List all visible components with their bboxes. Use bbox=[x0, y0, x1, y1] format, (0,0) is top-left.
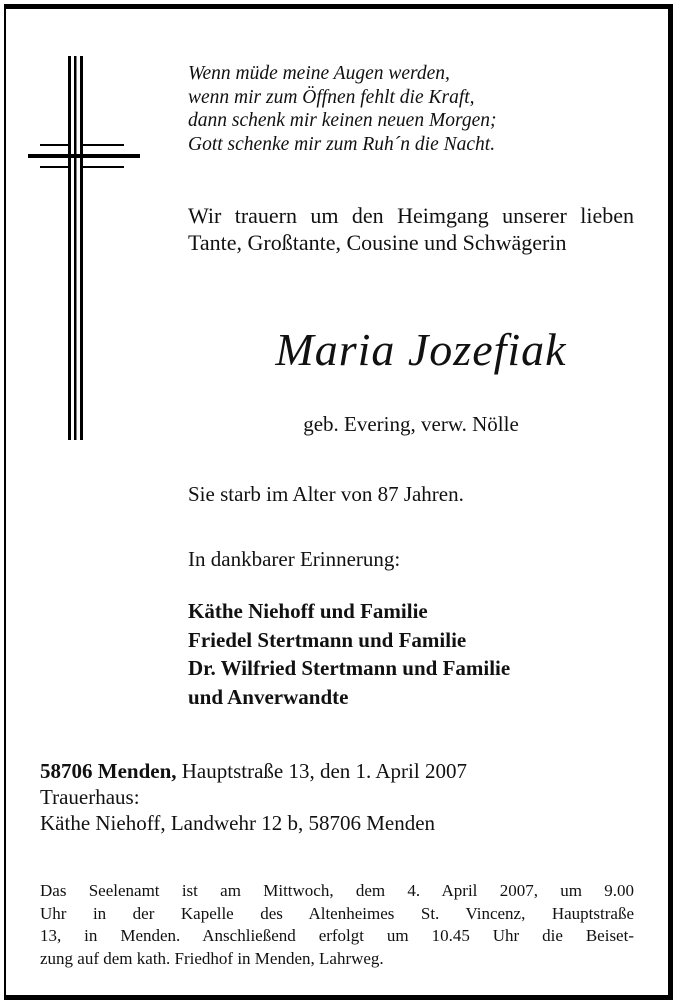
place-bold: 58706 Menden, bbox=[40, 759, 177, 783]
intro-text: Wir trauern um den Heimgang unserer lieben Tante, Großtante, Cousine und Schwägerin bbox=[188, 203, 634, 255]
service-line: Das Seelenamt ist am Mittwoch, dem 4. April 2007, um 9.00 bbox=[40, 881, 634, 900]
birth-name: geb. Evering, verw. Nölle bbox=[303, 412, 519, 436]
age-line: Sie starb im Alter von 87 Jahren. bbox=[188, 482, 464, 506]
memory-line: In dankbarer Erinnerung: bbox=[188, 547, 401, 571]
house-address: Käthe Niehoff, Landwehr 12 b, 58706 Menden bbox=[40, 811, 436, 835]
mourner: Dr. Wilfried Stertmann und Familie bbox=[188, 656, 511, 680]
service-line: Uhr in der Kapelle des Altenheimes St. Vincenz, Hauptstraße bbox=[40, 903, 634, 923]
poem bbox=[188, 62, 638, 156]
mourner: Friedel Stertmann und Familie bbox=[188, 627, 467, 652]
service-info bbox=[40, 880, 634, 970]
service-line: zung auf dem kath. Friedhof in Menden, Lahrweg. bbox=[40, 948, 384, 968]
place-rest: Hauptstraße 13, den 1. April 2007 bbox=[176, 759, 467, 783]
house-label: Trauerhaus: bbox=[40, 785, 140, 809]
address-block bbox=[40, 758, 640, 836]
mourner: Käthe Niehoff und Familie bbox=[188, 599, 428, 623]
cross-icon bbox=[28, 56, 140, 440]
mourners-list bbox=[188, 597, 510, 711]
place-date-line bbox=[40, 758, 640, 784]
poem-line: Gott schenke mir zum Ruh´n die Nacht. bbox=[188, 133, 496, 155]
mourner: und Anverwandte bbox=[188, 684, 349, 709]
poem-line: wenn mir zum Öffnen fehlt die Kraft, bbox=[188, 86, 475, 108]
poem-line: Wenn müde meine Augen werden, bbox=[188, 63, 450, 84]
deceased-name: Maria Jozefiak bbox=[275, 324, 567, 375]
poem-line: dann schenk mir keinen neuen Morgen; bbox=[188, 110, 497, 131]
service-line: 13, in Menden. Anschließend erfolgt um 10.45 Uhr die Beiset- bbox=[40, 926, 634, 945]
